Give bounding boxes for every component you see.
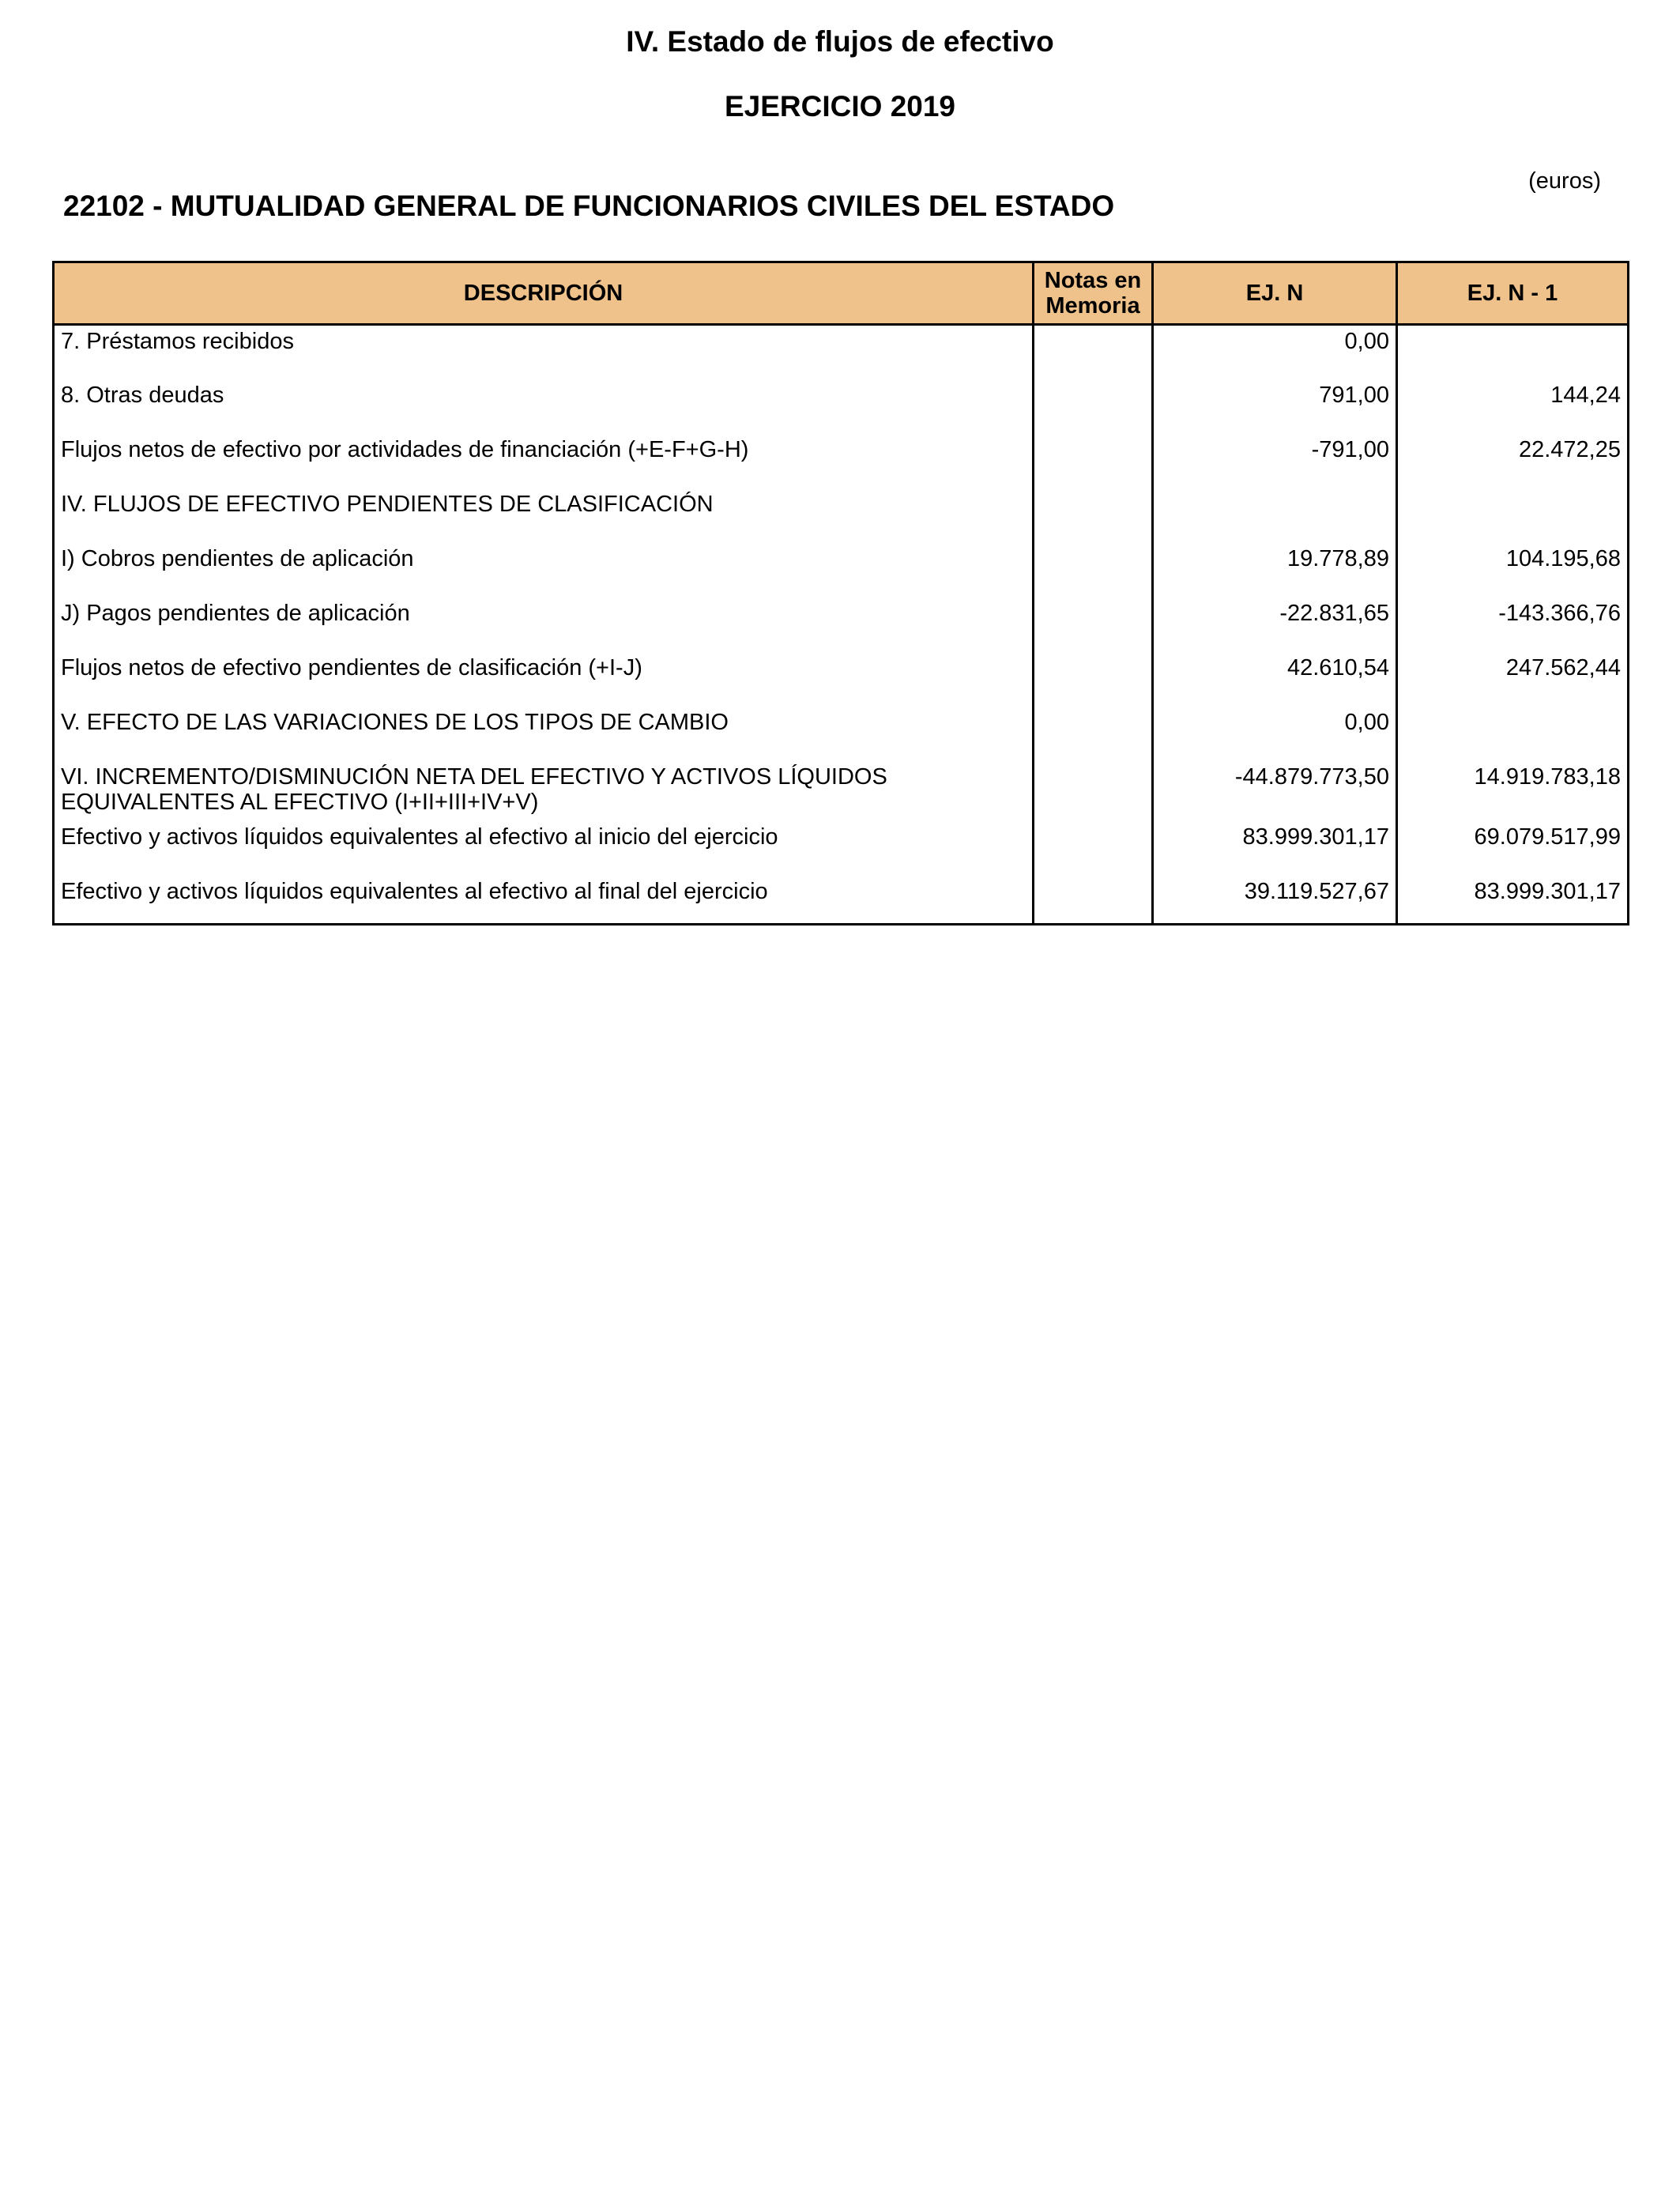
row-current-value: -22.831,65 [1153,598,1397,652]
table-row [54,379,1629,434]
row-notes [1034,652,1153,707]
row-notes [1034,761,1153,821]
page-title: IV. Estado de flujos de efectivo [626,25,1054,58]
row-previous-value [1397,325,1629,379]
row-previous-value: 22.472,25 [1397,434,1629,488]
column-header-description: DESCRIPCIÓN [54,262,1034,325]
table-row [54,434,1629,488]
row-previous-value: 144,24 [1397,379,1629,434]
row-notes [1034,876,1153,925]
table-row [54,652,1629,707]
row-current-value [1153,488,1397,543]
column-header-notes-line2: Memoria [1045,293,1140,319]
row-current-value: 39.119.527,67 [1153,876,1397,925]
row-current-value: 42.610,54 [1153,652,1397,707]
row-description: IV. FLUJOS DE EFECTIVO PENDIENTES DE CLASIFICACIÓN [54,488,1034,543]
table-row [54,876,1629,925]
row-current-value: -791,00 [1153,434,1397,488]
row-description [54,761,1034,821]
entity-name: 22102 - MUTUALIDAD GENERAL DE FUNCIONARIOS CIVILES DEL ESTADO [63,190,1115,222]
row-description: Efectivo y activos líquidos equivalentes al efectivo al inicio del ejercicio [54,821,1034,876]
table-row [54,707,1629,761]
table-row [54,488,1629,543]
row-previous-value: 247.562,44 [1397,652,1629,707]
row-description-line1: VI. INCREMENTO/DISMINUCIÓN NETA DEL EFECTIVO Y ACTIVOS LÍQUIDOS [61,763,887,790]
table-row [54,821,1629,876]
row-description: I) Cobros pendientes de aplicación [54,543,1034,598]
table-row [54,598,1629,652]
row-current-value: 19.778,89 [1153,543,1397,598]
row-current-value: 83.999.301,17 [1153,821,1397,876]
row-current-value: 0,00 [1153,707,1397,761]
row-notes [1034,821,1153,876]
row-description: V. EFECTO DE LAS VARIACIONES DE LOS TIPOS DE CAMBIO [54,707,1034,761]
table-row [54,543,1629,598]
row-notes [1034,598,1153,652]
row-previous-value: 14.919.783,18 [1397,761,1629,821]
row-previous-value: -143.366,76 [1397,598,1629,652]
row-notes [1034,707,1153,761]
row-description: 8. Otras deudas [54,379,1034,434]
column-header-current: EJ. N [1153,262,1397,325]
cash-flow-table [52,261,1629,925]
row-description: Efectivo y activos líquidos equivalentes al efectivo al final del ejercicio [54,876,1034,925]
table-row [54,761,1629,821]
row-notes [1034,543,1153,598]
row-current-value: 0,00 [1153,325,1397,379]
row-notes [1034,325,1153,379]
table-row [54,325,1629,379]
row-description: 7. Préstamos recibidos [54,325,1034,379]
row-previous-value [1397,707,1629,761]
row-notes [1034,379,1153,434]
row-current-value: 791,00 [1153,379,1397,434]
exercise-year: EJERCICIO 2019 [724,90,956,123]
row-notes [1034,488,1153,543]
column-header-notes [1034,262,1153,325]
row-description: Flujos netos de efectivo por actividades de financiación (+E-F+G-H) [54,434,1034,488]
column-header-previous: EJ. N - 1 [1397,262,1629,325]
row-description: Flujos netos de efectivo pendientes de clasificación (+I-J) [54,652,1034,707]
row-description: J) Pagos pendientes de aplicación [54,598,1034,652]
currency-units: (euros) [1528,168,1601,194]
table-header-row [54,262,1629,325]
row-description-line2: EQUIVALENTES AL EFECTIVO (I+II+III+IV+V) [61,789,539,815]
row-previous-value: 104.195,68 [1397,543,1629,598]
row-previous-value: 69.079.517,99 [1397,821,1629,876]
column-header-notes-line1: Notas en [1044,268,1142,293]
row-previous-value: 83.999.301,17 [1397,876,1629,925]
row-previous-value [1397,488,1629,543]
row-notes [1034,434,1153,488]
row-current-value: -44.879.773,50 [1153,761,1397,821]
